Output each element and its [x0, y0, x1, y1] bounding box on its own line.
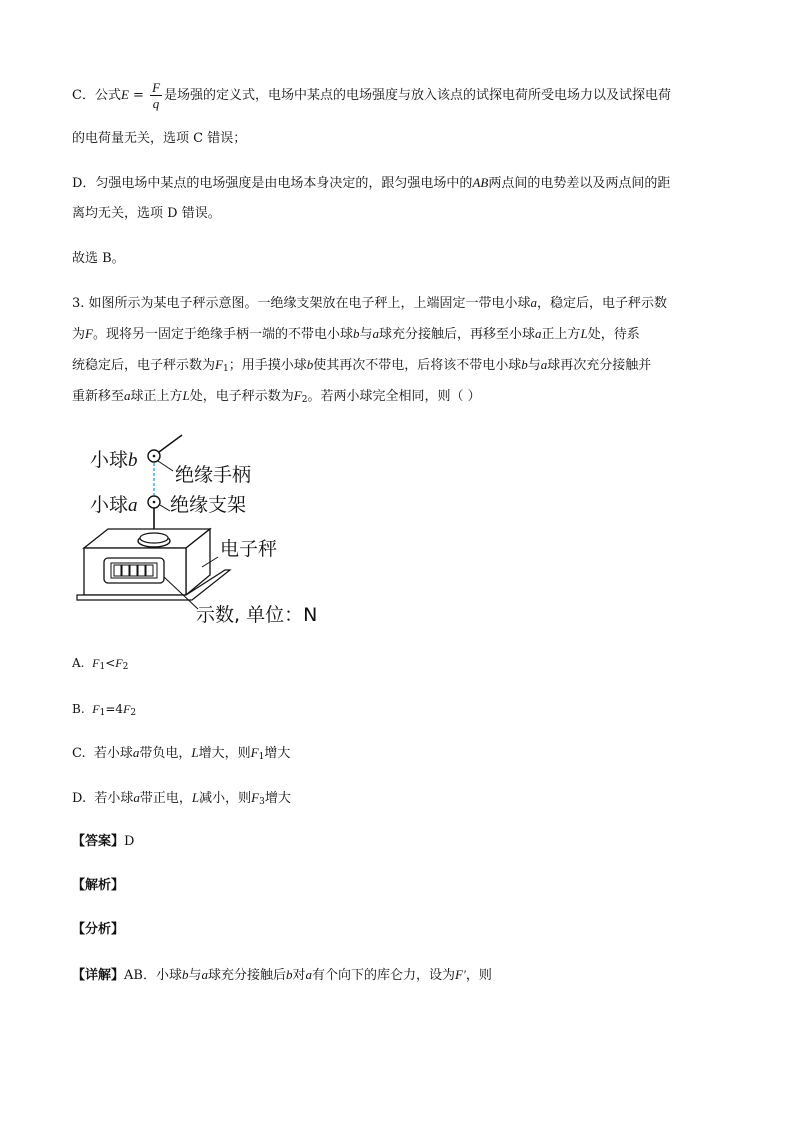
question-3-line2: [72, 325, 640, 344]
var-AB: AB: [472, 175, 489, 190]
text: AB．小球: [124, 968, 182, 983]
support-base-disk-top: [140, 533, 168, 543]
option-label: B.: [72, 702, 85, 716]
text: 统稳定后，电子秤示数为: [72, 358, 216, 373]
option-d: [72, 789, 291, 811]
handle-leader-line: [158, 461, 173, 471]
subscript: 1: [222, 364, 229, 374]
option-d-explanation-line2: 离均无关，选项 D 错误。: [72, 206, 221, 221]
text: 球正上方: [130, 389, 183, 404]
fraction-F-over-q: [150, 80, 162, 111]
var-a: a: [133, 790, 140, 805]
var-a: a: [305, 967, 313, 982]
subscript: 1: [99, 662, 106, 672]
text: 两点间的电势差以及两点间的距: [488, 176, 671, 191]
text: 带正电，: [139, 791, 192, 806]
text: ；用手摸小球: [228, 358, 307, 373]
ball-a-center: [153, 501, 156, 504]
subscript: 2: [130, 708, 137, 718]
var-F: F: [92, 702, 100, 716]
text: D．匀强电场中某点的电场强度是由电场本身决定的，跟匀强电场中的: [72, 176, 473, 191]
answer-value: D: [124, 834, 135, 849]
text: 增大，则: [198, 746, 251, 761]
text: C．公式: [72, 88, 121, 103]
text: 减小，则: [199, 791, 252, 806]
var-F: F: [250, 745, 259, 760]
var-b: b: [286, 967, 293, 982]
answer-line: [72, 833, 134, 851]
ball-b-label: 小球b: [90, 449, 138, 471]
var-F: F: [293, 388, 302, 403]
var-a: a: [530, 295, 538, 310]
text: 使其再次不带电，后将该不带电小球: [313, 358, 522, 373]
question-3-line3: [72, 356, 651, 378]
question-3-line4: [72, 387, 481, 409]
text: 处，待系: [587, 327, 640, 342]
insulated-handle: [159, 435, 182, 452]
equals: =: [128, 88, 149, 103]
text: 正上方: [541, 327, 581, 342]
support-leader-line: [160, 505, 170, 511]
ball-b-center: [153, 455, 156, 458]
denominator: q: [152, 96, 160, 111]
text: 处，电子秤示数为: [189, 389, 294, 404]
var-F: F: [115, 656, 123, 670]
text: 与: [527, 358, 541, 373]
var-F: F: [123, 702, 131, 716]
var-F: F: [251, 790, 260, 805]
choose-answer: 故选 B。: [72, 251, 125, 266]
option-label: D.: [72, 791, 87, 806]
option-c: [72, 744, 290, 766]
subscript: 1: [258, 752, 265, 762]
text: 若小球: [93, 746, 133, 761]
detail-tag: 【详解】: [72, 968, 125, 983]
text: 若小球: [94, 791, 134, 806]
answer-tag: 【答案】: [72, 834, 125, 849]
var-a: a: [535, 326, 542, 341]
text: 带负电，: [139, 746, 192, 761]
var-F: F: [85, 326, 93, 341]
text: ，稳定后，电子秤示数: [537, 296, 668, 311]
var-L: L: [191, 790, 200, 805]
var-E: E: [120, 87, 129, 102]
option-c-explanation-line1: [72, 80, 671, 111]
analysis-tag: 【解析】: [72, 878, 125, 893]
var-L: L: [191, 745, 199, 760]
var-a: a: [132, 745, 140, 760]
var-F-prime: F′: [455, 967, 466, 982]
var-a: a: [201, 967, 208, 982]
text: 增大: [264, 746, 291, 761]
option-d-explanation-line1: [72, 174, 670, 193]
var-b: b: [306, 357, 314, 372]
option-label: A.: [72, 656, 85, 670]
var-F: F: [215, 357, 223, 372]
operator: <: [105, 656, 116, 670]
option-b: [72, 700, 136, 722]
numerator: F: [152, 80, 161, 95]
option-label: C.: [72, 746, 86, 761]
support-label: 绝缘支架: [170, 494, 247, 516]
scale-label: 电子秤: [220, 538, 278, 560]
text: 。现将另一固定于绝缘手柄一端的不带电小球: [92, 327, 353, 342]
text: 是场强的定义式，电场中某点的电场强度与放入该点的试探电荷所受电场力以及试探电荷: [164, 88, 672, 103]
subscript: 2: [122, 662, 129, 672]
text: 球充分接触后，再移至小球: [379, 327, 536, 342]
subscript: 2: [301, 395, 308, 405]
var-a: a: [124, 388, 131, 403]
option-c-explanation-line2: 的电荷量无关，选项 C 错误；: [72, 131, 247, 146]
detail-line: [72, 966, 492, 985]
var-a: a: [372, 326, 379, 341]
text: ，则: [465, 968, 492, 983]
reading-label: 示数, 单位：N: [196, 604, 318, 626]
operator: =4: [105, 702, 124, 716]
var-a: a: [540, 357, 548, 372]
handle-label: 绝缘手柄: [175, 464, 252, 486]
question-3-line1: [72, 294, 667, 313]
text: 与: [188, 968, 202, 983]
subscript: 1: [99, 708, 106, 718]
option-a: [72, 654, 128, 676]
var-L: L: [182, 388, 190, 403]
subscript: 3: [259, 797, 265, 807]
var-b: b: [521, 357, 528, 372]
fenxi-tag: 【分析】: [72, 922, 125, 937]
text: 与: [359, 327, 373, 342]
text: 对: [292, 968, 306, 983]
var-L: L: [580, 326, 588, 341]
text: 有个向下的库仑力，设为: [312, 968, 456, 983]
text: 球充分接触后: [207, 968, 286, 983]
var-b: b: [181, 967, 189, 982]
text: 3. 如图所示为某电子秤示意图。一绝缘支架放在电子秤上，上端固定一带电小球: [72, 296, 531, 311]
text: 重新移至: [72, 389, 125, 404]
var-F: F: [92, 656, 100, 670]
text: 增大: [264, 791, 291, 806]
text: 。若两小球完全相同，则（ ）: [307, 389, 481, 404]
electronic-scale-figure: [70, 425, 350, 635]
text: 球再次充分接触并: [547, 358, 652, 373]
var-b: b: [352, 326, 360, 341]
ball-a-label: 小球a: [90, 494, 138, 516]
text: 为: [72, 327, 86, 342]
